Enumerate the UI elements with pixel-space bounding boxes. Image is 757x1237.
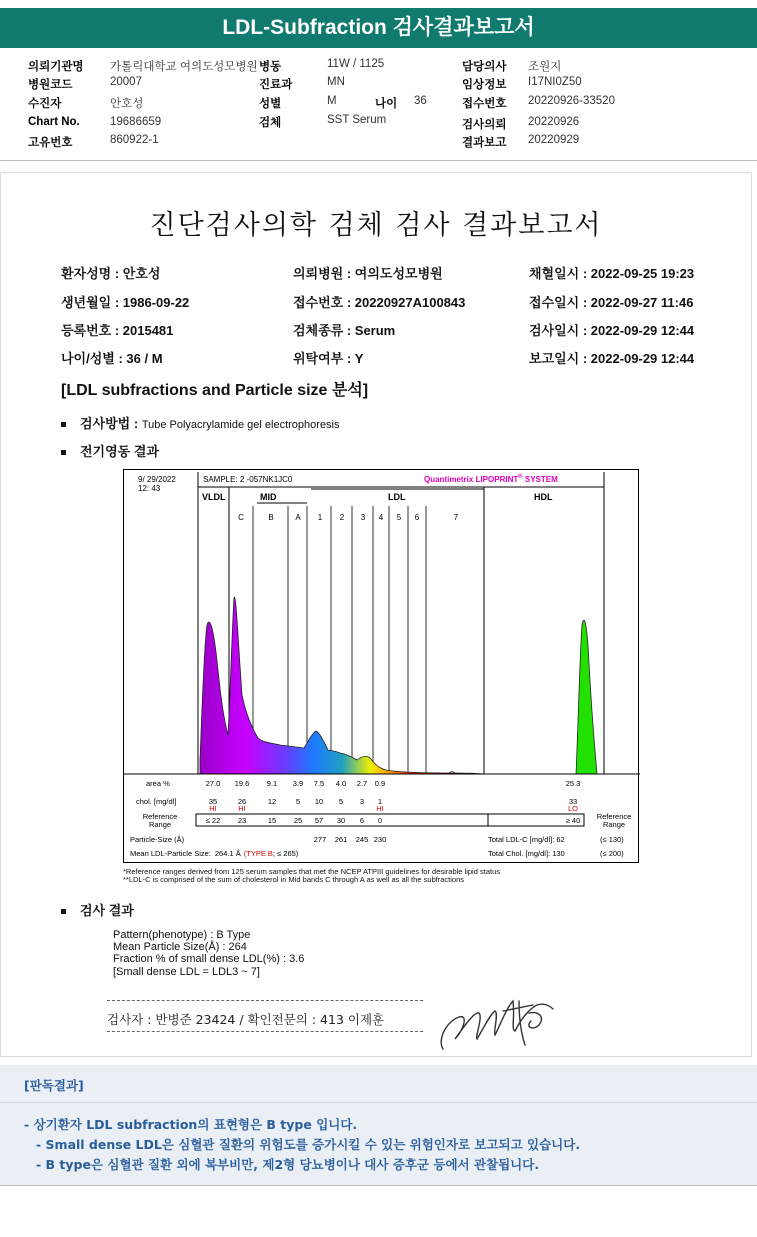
value-specimen: SST Serum [327, 114, 387, 126]
footnote-2: **LDL-C is comprised of the sum of cholesterol in Mid bands C through A as well as all the subfractions [123, 875, 465, 884]
chol-label: chol. [mg/dl] [136, 797, 177, 806]
ref-value-2: 15 [267, 816, 277, 825]
chart-sample: SAMPLE: 2 -057NK1JC0 [203, 475, 293, 484]
ref-label-1: Reference [142, 812, 178, 821]
particle-label: Particle-Size (Å) [130, 835, 185, 844]
label-physician: 담당의사 [462, 61, 507, 73]
value-ward: 11W / 1125 [327, 58, 385, 70]
signature-top-rule [107, 1000, 423, 1001]
area-value-3: 3.9 [292, 779, 304, 788]
requesting-hospital: 의뢰병원 : 여의도성모병원 [293, 266, 443, 281]
interpretation-line-1: - 상기환자 LDL subfraction의 표현형은 B type 입니다. [24, 1117, 358, 1132]
interpretation-heading: [판독결과] [24, 1078, 84, 1093]
lipoprotein-spectrum [200, 597, 484, 774]
result-pattern: Pattern(phenotype) : B Type [113, 929, 251, 941]
chart-time: 12: 43 [138, 484, 161, 493]
value-hospital-code: 20007 [110, 76, 142, 88]
total-ldl: Total LDL-C [mg/dl]: 62 [488, 835, 565, 844]
ref-value-5: 30 [336, 816, 346, 825]
ref-label-2: Range [148, 820, 172, 829]
chol-value-7: 1 [377, 797, 383, 806]
particle-value-0: 277 [313, 835, 327, 844]
area-value-1: 19.6 [234, 779, 250, 788]
interpretation-line-3: - B type은 심혈관 질환 외에 복부비만, 제2형 당뇨병이나 대사 증후군 등에서 관찰됩니다. [36, 1157, 540, 1172]
band-label-c: C [238, 513, 244, 522]
label-unique-number: 고유번호 [28, 137, 73, 149]
area-value-7: 0.9 [374, 779, 386, 788]
ref-value-1: 23 [237, 816, 247, 825]
section-heading: [LDL subfractions and Particle size 분석] [61, 382, 369, 399]
value-receipt-number: 20220926-33520 [528, 95, 615, 107]
total-chol-ref: (≤ 200) [600, 849, 624, 858]
label-patient: 수진자 [28, 98, 62, 110]
method-value: Tube Polyacrylamide gel electrophoresis [141, 419, 340, 431]
value-patient: 안호성 [110, 98, 144, 110]
particle-value-1: 261 [334, 835, 348, 844]
electrophoresis-label: 전기영동 결과 [80, 444, 159, 459]
area-value-6: 2.7 [356, 779, 368, 788]
label-chart-no: Chart No. [28, 116, 80, 128]
value-clinical-info: I17NI0Z50 [528, 76, 582, 88]
area-label: area % [146, 779, 170, 788]
request-info [0, 56, 757, 152]
signature-image [433, 989, 563, 1059]
flag-value-0: HI [209, 804, 217, 813]
ref-value-8: ≥ 40 [565, 816, 581, 825]
total-ldl-ref: (≤ 130) [600, 835, 624, 844]
mean-label: Mean LDL-Particle Size: [130, 849, 211, 858]
ref-value-0: ≤ 22 [205, 816, 221, 825]
interpretation-line-2: - Small dense LDL은 심혈관 질환의 위험도를 증가시킬 수 있는 위험인자로 보고되고 있습니다. [36, 1137, 581, 1152]
chol-value-6: 3 [359, 797, 365, 806]
chart-brand-reg: ® [518, 474, 523, 480]
bottom-divider [0, 1185, 757, 1186]
value-report-date: 20220929 [528, 134, 580, 146]
signature-stroke [441, 1001, 553, 1049]
region-vldl: VLDL [202, 492, 226, 502]
label-clinical-info: 임상정보 [462, 79, 507, 91]
ref-value-3: 25 [293, 816, 303, 825]
band-label-4: 4 [378, 513, 384, 522]
age-sex: 나이/성별 : 36 / M [61, 351, 163, 366]
band-label-2: 2 [339, 513, 345, 522]
result-fraction: Fraction % of small dense LDL(%) : 3.6 [113, 953, 305, 965]
area-value-8: 25.3 [565, 779, 581, 788]
birth-date: 생년월일 : 1986-09-22 [61, 295, 190, 310]
area-value-5: 4.0 [335, 779, 347, 788]
area-value-2: 9.1 [266, 779, 278, 788]
particle-value-3: 230 [373, 835, 387, 844]
value-chart-no: 19686659 [110, 116, 162, 128]
footnote-1: *Reference ranges derived from 125 serum samples that met the NCEP ATPIII guidelines for desirable lipid status [123, 867, 500, 876]
label-ward: 병동 [259, 61, 282, 73]
value-physician: 조원지 [528, 61, 562, 73]
value-sex: M [327, 95, 337, 107]
chol-value-5: 5 [338, 797, 344, 806]
value-request-date: 20220926 [528, 116, 580, 128]
flag-value-8: LO [567, 804, 579, 813]
chart-brand-suffix: SYSTEM [522, 475, 558, 484]
label-sex: 성별 [259, 98, 282, 110]
chol-value-8: 33 [568, 797, 578, 806]
total-chol: Total Chol. [mg/dl]: 130 [488, 849, 565, 858]
chart-svg [124, 470, 640, 864]
band-label-5: 5 [396, 513, 402, 522]
report-document [0, 172, 752, 1057]
page-title: LDL-Subfraction 검사결과보고서 [0, 8, 757, 48]
chart-brand [424, 473, 558, 484]
mean-ref: ; ≤ 265) [272, 849, 299, 858]
outsourced-flag: 위탁여부 : Y [293, 351, 364, 366]
interpretation-divider [0, 1102, 757, 1103]
region-hdl: HDL [534, 492, 553, 502]
bullet-icon [61, 422, 66, 427]
label-specimen: 검체 [259, 117, 282, 129]
particle-row [314, 835, 387, 844]
band-label-7: 7 [453, 513, 459, 522]
signature-bottom-rule [107, 1031, 423, 1032]
chol-value-3: 5 [295, 797, 301, 806]
result-definition: [Small dense LDL = LDL3 ~ 7] [113, 966, 260, 978]
ref-right-label-2: Range [602, 820, 626, 829]
particle-value-2: 245 [355, 835, 369, 844]
collection-datetime: 채혈일시 : 2022-09-25 19:23 [529, 266, 695, 281]
test-datetime: 검사일시 : 2022-09-29 12:44 [529, 323, 695, 338]
area-value-4: 7.5 [313, 779, 325, 788]
flag-row [209, 804, 578, 813]
band-label-1: 1 [317, 513, 323, 522]
value-unique-number: 860922-1 [110, 134, 159, 146]
band-label-3: 3 [360, 513, 366, 522]
receipt-datetime: 접수일시 : 2022-09-27 11:46 [529, 295, 694, 310]
mean-type: (TYPE B [243, 849, 273, 858]
label-report-date: 결과보고 [462, 137, 507, 149]
ref-value-6: 6 [359, 816, 365, 825]
report-datetime: 보고일시 : 2022-09-29 12:44 [529, 351, 695, 366]
chol-value-1: 26 [237, 797, 247, 806]
flag-value-1: HI [238, 804, 246, 813]
result-item [61, 900, 134, 919]
value-age: 36 [414, 95, 427, 107]
signature-line: 검사자 : 반병준 23424 / 확인전문의 : 413 이제훈 [107, 1012, 385, 1027]
band-label-b: B [268, 513, 274, 522]
registration-number: 등록번호 : 2015481 [61, 323, 174, 338]
ref-row [206, 816, 581, 825]
chol-value-0: 35 [208, 797, 218, 806]
lipoprint-chart [123, 469, 639, 863]
value-requesting-institution: 가톨릭대학교 여의도성모병원 [110, 61, 258, 73]
label-request-date: 검사의뢰 [462, 119, 507, 131]
label-age: 나이 [375, 98, 398, 110]
value-department: MN [327, 76, 345, 88]
electrophoresis-item [61, 441, 159, 460]
chol-value-2: 12 [267, 797, 277, 806]
flag-value-7: HI [376, 804, 384, 813]
bullet-icon [61, 450, 66, 455]
report-title: 진단검사의학 검체 검사 결과보고서 [149, 210, 603, 241]
area-value-0: 27.0 [205, 779, 221, 788]
method-item [61, 413, 340, 432]
label-department: 진료과 [259, 79, 293, 91]
mean-value: 264.1 Å [214, 849, 241, 858]
bullet-icon [61, 909, 66, 914]
chart-brand-name: Quantimetrix LIPOPRINT [424, 475, 519, 484]
band-label-a: A [295, 513, 301, 522]
mean-size-line [130, 849, 299, 858]
result-label: 검사 결과 [80, 903, 134, 918]
chol-row [209, 797, 577, 806]
region-mid: MID [260, 492, 277, 502]
label-requesting-institution: 의뢰기관명 [28, 61, 84, 73]
method-label: 검사방법 : [80, 416, 139, 431]
ref-value-7: 0 [377, 816, 383, 825]
interpretation-panel [0, 1065, 757, 1185]
ref-value-4: 57 [314, 816, 324, 825]
chart-date: 9/ 29/2022 [138, 475, 176, 484]
region-ldl: LDL [388, 492, 406, 502]
header-divider [0, 160, 757, 161]
specimen-type: 검체종류 : Serum [293, 323, 396, 338]
patient-name: 환자성명 : 안호성 [61, 266, 161, 281]
chol-value-4: 10 [314, 797, 324, 806]
result-mean-size: Mean Particle Size(Å) : 264 [113, 941, 247, 953]
band-label-6: 6 [414, 513, 420, 522]
label-hospital-code: 병원코드 [28, 79, 73, 91]
receipt-number: 접수번호 : 20220927A100843 [293, 295, 466, 310]
hdl-peak [576, 620, 597, 774]
label-receipt-number: 접수번호 [462, 98, 507, 110]
band-dividers [253, 506, 426, 774]
ref-right-label-1: Reference [596, 812, 632, 821]
area-row [206, 779, 581, 788]
